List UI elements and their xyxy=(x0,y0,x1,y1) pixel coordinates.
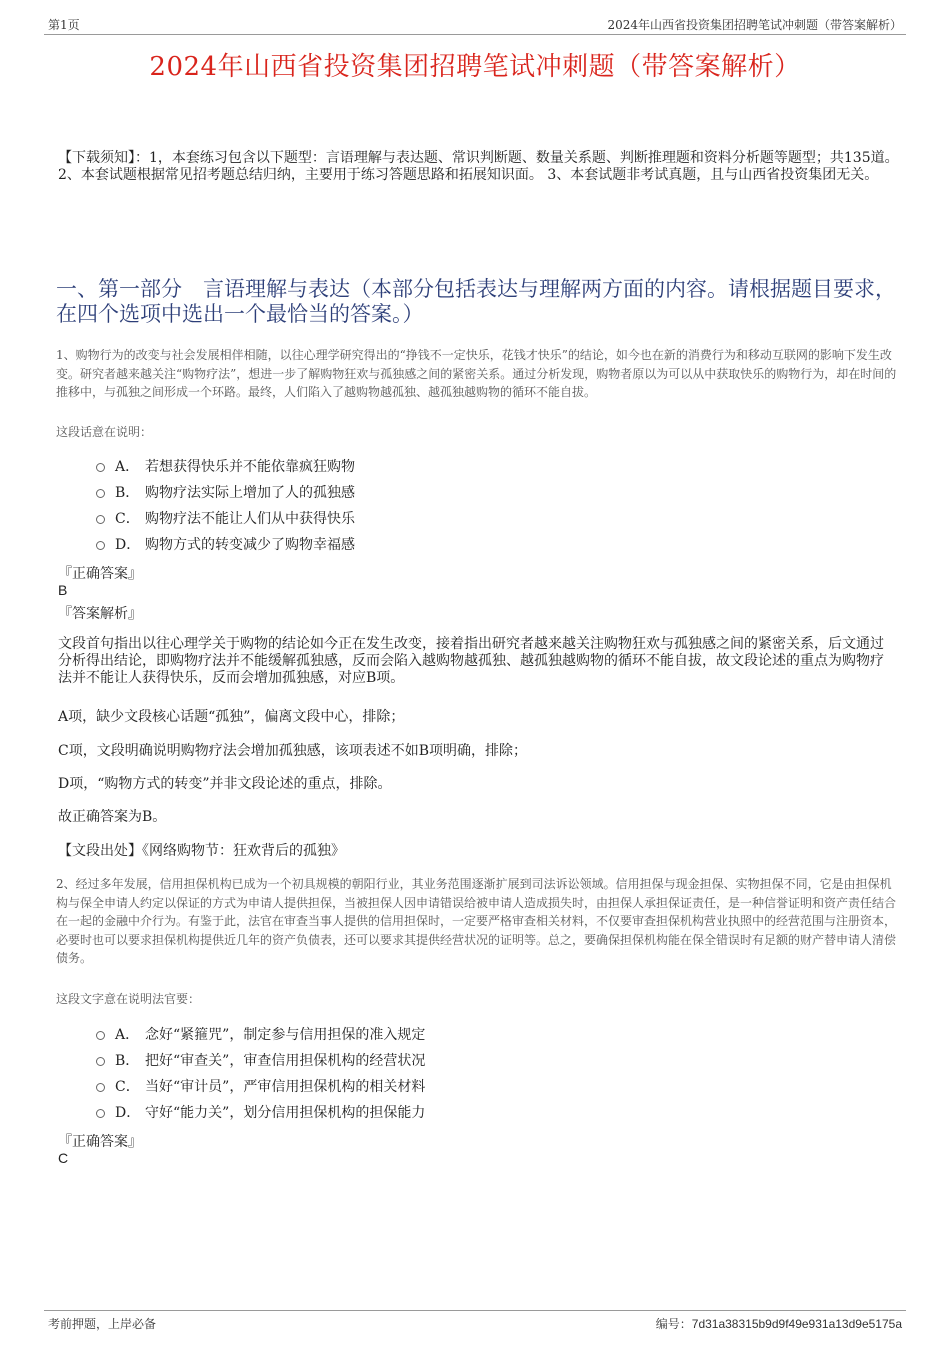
option-letter: A． xyxy=(115,1027,140,1043)
analysis-label: 『答案解析』 xyxy=(58,606,142,622)
analysis-note-c: C项，文段明确说明购物疗法会增加孤独感，该项表述不如B项明确，排除； xyxy=(58,743,527,759)
option-letter: C． xyxy=(115,1079,140,1095)
section-heading: 一、第一部分 言语理解与表达（本部分包括表达与理解两方面的内容。请根据题目要求，在四个选项中选出一个最恰当的答案。） xyxy=(56,277,896,326)
option-c[interactable] xyxy=(96,1073,425,1099)
header-doc-title: 2024年山西省投资集团招聘笔试冲刺题（带答案解析） xyxy=(607,18,902,32)
option-b[interactable] xyxy=(96,479,355,505)
option-letter: B． xyxy=(115,485,140,501)
option-text: 守好“能力关”，划分信用担保机构的担保能力 xyxy=(145,1105,426,1121)
radio-icon[interactable] xyxy=(96,541,105,550)
option-c[interactable] xyxy=(96,505,355,531)
page-footer xyxy=(44,1310,906,1331)
option-text: 念好“紧箍咒”，制定参与信用担保的准入规定 xyxy=(145,1027,426,1043)
question-2-prompt: 这段文字意在说明法官要： xyxy=(56,992,201,1006)
radio-icon[interactable] xyxy=(96,463,105,472)
option-b[interactable] xyxy=(96,1047,425,1073)
answer-label: 『正确答案』 xyxy=(58,566,142,582)
download-notice: 【下载须知】：1，本套练习包含以下题型：言语理解与表达题、常识判断题、数量关系题、判断推理题和资料分析题等题型；共135道。 2、本套试题根据常见招考题总结归纳，主要用于练习答题思路和拓展知识面。 3、本套试题非考试真题，且与山西省投资集团无关。 xyxy=(58,150,899,183)
option-text: 若想获得快乐并不能依靠疯狂购物 xyxy=(145,459,355,475)
footer-code xyxy=(656,1315,902,1332)
radio-icon[interactable] xyxy=(96,515,105,524)
footer-slogan: 考前押题，上岸必备 xyxy=(48,1317,157,1331)
analysis-text: 文段首句指出以往心理学关于购物的结论如今正在发生改变，接着指出研究者越来越关注购物狂欢与孤独感之间的紧密关系，后文通过分析得出结论，即购物疗法并不能缓解孤独感，反而会陷入越购物越孤独、越孤独越购物的循环不能自拔，故文段论述的重点为购物疗法并不能让人获得快乐，反而会增加孤独感，对应B项。 xyxy=(58,636,884,686)
option-a[interactable] xyxy=(96,453,355,479)
option-letter: D． xyxy=(115,1105,141,1121)
option-letter: A． xyxy=(115,459,140,475)
option-text: 购物方式的转变减少了购物幸福感 xyxy=(145,537,355,553)
option-text: 当好“审计员”，严审信用担保机构的相关材料 xyxy=(145,1079,426,1095)
footer-code-label: 编号： xyxy=(655,1317,692,1331)
question-2-text: 2、经过多年发展，信用担保机构已成为一个初具规模的朝阳行业，其业务范围逐渐扩展到司法诉讼领域。信用担保与现金担保、实物担保不同，它是由担保机构与保全申请人约定以保证的方式为申请人提供担保，当被担保人因申请错误给被申请人造成损失时，由担保人承担保证责任，是一种信誉证明和资产责任结合在一起的金融中介行为。有鉴于此，法官在审查当事人提供的信用担保时，一定要严格审查相关材料，不仅要审查担保机构营业执照中的经营范围与注册资本，必要时也可以要求担保机构提供近几年的资产负债表，还可以要求其提供经营状况的证明等。总之，要确保担保机构能在保全错误时有足额的财产替申请人清偿债务。 xyxy=(56,877,897,965)
question-1-text: 1、购物行为的改变与社会发展相伴相随，以往心理学研究得出的“挣钱不一定快乐，花钱才快乐”的结论，如今也在新的消费行为和移动互联网的影响下发生改变。研究者越来越关注“购物疗法”，想进一步了解购物狂欢与孤独感之间的紧密关系。通过分析发现，购物者原以为可以从中获取快乐的购物行为，却在时间的推移中，与孤独之间形成一个环路。最终，人们陷入了越购物越孤独、越孤独越购物的循环不能自拔。 xyxy=(56,348,897,399)
option-letter: B． xyxy=(115,1053,140,1069)
radio-icon[interactable] xyxy=(96,1109,105,1118)
page-header xyxy=(44,14,906,35)
option-a[interactable] xyxy=(96,1021,425,1047)
source-citation: 【文段出处】《网络购物节：狂欢背后的孤独》 xyxy=(58,843,345,859)
option-letter: D． xyxy=(115,537,141,553)
analysis-note-d: D项，“购物方式的转变”并非文段论述的重点，排除。 xyxy=(58,776,392,792)
answer-value: B xyxy=(58,582,68,598)
answer-label: 『正确答案』 xyxy=(58,1134,142,1150)
analysis-note-a: A项，缺少文段核心话题“孤独”，偏离文段中心，排除； xyxy=(58,709,405,725)
option-d[interactable] xyxy=(96,531,355,557)
page-number: 第1页 xyxy=(48,18,80,32)
answer-value: C xyxy=(58,1150,69,1166)
radio-icon[interactable] xyxy=(96,1031,105,1040)
radio-icon[interactable] xyxy=(96,489,105,498)
question-1-prompt: 这段话意在说明： xyxy=(56,425,153,439)
question-2-options xyxy=(96,1021,425,1125)
option-text: 把好“审查关”，审查信用担保机构的经营状况 xyxy=(145,1053,426,1069)
analysis-conclusion: 故正确答案为B。 xyxy=(58,809,167,825)
footer-code-value: 7d31a38315b9d9f49e931a13d9e5175a xyxy=(691,1317,902,1331)
option-text: 购物疗法实际上增加了人的孤独感 xyxy=(145,485,355,501)
radio-icon[interactable] xyxy=(96,1057,105,1066)
document-title: 2024年山西省投资集团招聘笔试冲刺题（带答案解析） xyxy=(149,52,801,82)
radio-icon[interactable] xyxy=(96,1083,105,1092)
option-letter: C． xyxy=(115,511,140,527)
option-d[interactable] xyxy=(96,1099,425,1125)
option-text: 购物疗法不能让人们从中获得快乐 xyxy=(145,511,355,527)
question-1-options xyxy=(96,453,355,557)
